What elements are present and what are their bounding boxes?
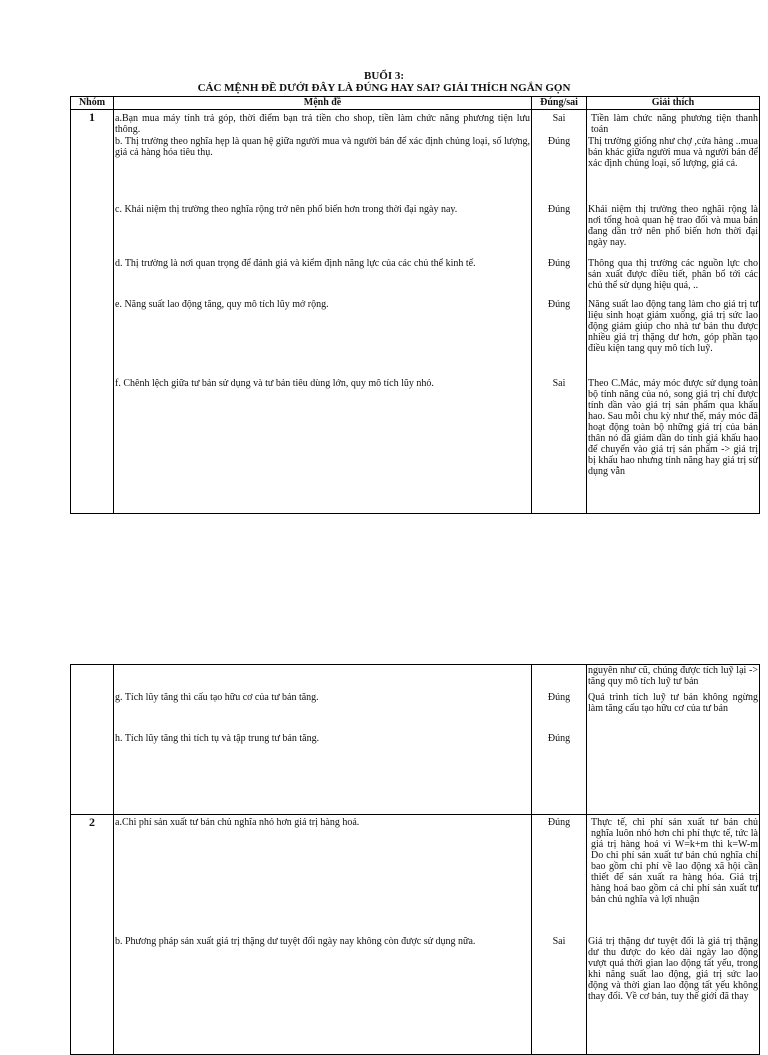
column-header-verdict: Đúng/sai <box>532 97 587 110</box>
statement-cell <box>114 815 532 1055</box>
column-header-explain: Giải thích <box>587 97 760 110</box>
table-row-group-1 <box>71 110 760 514</box>
statement-1g: g. Tích lũy tăng thì cấu tạo hữu cơ của tư bản tăng. <box>115 692 319 703</box>
group-number: 1 <box>71 110 114 514</box>
explain-2a: Thực tế, chi phí sản xuất tư bản chủ nghĩa luôn nhỏ hơn chi phí thực tế, tức là giá trị hàng hoá vì W=k+m thì k=W-m Do chi phí sản xuất tư bản chủ nghĩa chỉ bao gồm chi phí về lao động xã hội cần thiết để sản xuất ra hàng hóa. Giá trị hàng hoá bao gồm cả chi phí sản xuất tư bản chủ nghĩa và lợi nhuận <box>591 817 758 905</box>
verdict-2a: Đúng <box>547 817 571 828</box>
column-header-group: Nhóm <box>71 97 114 110</box>
group-number: 2 <box>71 815 114 1055</box>
explain-cell <box>587 815 760 1055</box>
verdict-2b: Sai <box>552 936 566 947</box>
statement-2b: b. Phương pháp sản xuất giá trị thặng dư tuyệt đối ngày nay không còn được sử dụng nữa. <box>115 936 476 947</box>
explain-1g: Quá trình tích luỹ tư bản không ngừng làm tăng cấu tạo hữu cơ của tư bản <box>588 692 758 714</box>
table-row-group-2 <box>71 815 760 1055</box>
explain-1f-continued: nguyên như cũ, chúng được tích luỹ lại -> tăng quy mô tích luỹ tư bản <box>588 665 758 687</box>
statement-1h: h. Tích lũy tăng thì tích tụ và tập trung tư bản tăng. <box>115 733 320 744</box>
page-title-question: CÁC MỆNH ĐỀ DƯỚI ĐÂY LÀ ĐÚNG HAY SAI? GIẢI THÍCH NGẮN GỌN <box>197 82 571 94</box>
table-row-group-1-continued <box>71 665 760 815</box>
verdict-1g: Đúng <box>547 692 571 703</box>
verdict-cell <box>532 815 587 1055</box>
exercise-table <box>70 96 760 514</box>
explain-1b: Thị trường giống như chợ ,cửa hàng ..mua bán khác giữa người mua và người bán để xác định chủng loại, số lượng, giá cả. <box>588 136 758 169</box>
explain-1e: Năng suất lao động tang làm cho giá trị tư liệu sinh hoạt giảm xuống, giá trị sức lao động giảm giúp cho nhà tư bản thu được nhiều giá trị thặng dư hơn, góp phần tạo điều kiện tang quy mô tích luỹ. <box>588 299 758 354</box>
statement-1d: d. Thị trường là nơi quan trọng để đánh giá và kiểm định năng lực của các chủ thể kinh tế. <box>115 258 476 269</box>
statement-1b: b. Thị trường theo nghĩa hẹp là quan hệ giữa người mua và người bán để xác định chủng loại, số lượng, giá cả hàng hóa tiêu thụ. <box>115 136 530 158</box>
statement-cell <box>114 665 532 815</box>
verdict-1f: Sai <box>552 378 566 389</box>
explain-cell <box>587 110 760 514</box>
verdict-cell <box>532 110 587 514</box>
exercise-table-continued <box>70 664 760 1055</box>
page-title-session: BUỔI 3: <box>363 70 405 82</box>
verdict-1h: Đúng <box>547 733 571 744</box>
explain-1a: Tiền làm chức năng phương tiện thanh toán <box>591 113 758 135</box>
verdict-1b: Đúng <box>547 136 571 147</box>
statement-1a: a.Bạn mua máy tính trả góp, thời điểm bạn trả tiền cho shop, tiền làm chức năng phương tiện lưu thông. <box>115 113 530 135</box>
explain-1d: Thông qua thị trường các nguồn lực cho sản xuất được điều tiết, phân bổ tới các chủ thể sử dụng hiệu quả, .. <box>588 258 758 291</box>
explain-2b: Giá trị thặng dư tuyệt đối là giá trị thặng dư thu được do kéo dài ngày lao động vượt quá thời gian lao động tất yếu, trong khi năng suất lao động, giá trị sức lao động và thời gian lao động tất yếu không thay đổi. Về cơ bản, tuy thế giới đã thay <box>588 936 758 1002</box>
statement-1f: f. Chênh lệch giữa tư bản sử dụng và tư bản tiêu dùng lớn, quy mô tích lũy nhỏ. <box>115 378 434 389</box>
verdict-1c: Đúng <box>547 204 571 215</box>
explain-cell <box>587 665 760 815</box>
verdict-cell <box>532 665 587 815</box>
statement-cell <box>114 110 532 514</box>
table-header-row <box>71 97 760 110</box>
verdict-1a: Sai <box>552 113 566 124</box>
group-number-empty <box>71 665 114 815</box>
explain-1c: Khái niệm thị trường theo nghãi rộng là nơi tổng hoà quan hệ trao đổi và mua bán đang dần trở nên phổ biến hơn thời đại ngày nay. <box>588 204 758 248</box>
statement-1c: c. Khái niệm thị trường theo nghĩa rộng trở nên phổ biến hơn trong thời đại ngày nay. <box>115 204 458 215</box>
explain-1f: Theo C.Mác, máy móc được sử dụng toàn bộ tính năng của nó, song giá trị chỉ được tính dần vào giá trị sản phẩm qua khấu hao. Sau mỗi chu kỳ như thế, máy móc đã hoạt động toàn bộ những giá trị của bản thân nó đã giảm dần do tính giá khấu hao để chuyển vào giá trị sản phẩm -> giá trị bị khấu hao nhưng tính năng hay giá trị sử dụng vẫn <box>588 378 758 477</box>
column-header-statement: Mệnh đề <box>114 97 532 110</box>
statement-1e: e. Năng suất lao động tăng, quy mô tích lũy mở rộng. <box>115 299 329 310</box>
statement-2a: a.Chi phí sản xuất tư bản chủ nghĩa nhỏ hơn giá trị hàng hoá. <box>115 817 360 828</box>
verdict-1e: Đúng <box>547 299 571 310</box>
verdict-1d: Đúng <box>547 258 571 269</box>
